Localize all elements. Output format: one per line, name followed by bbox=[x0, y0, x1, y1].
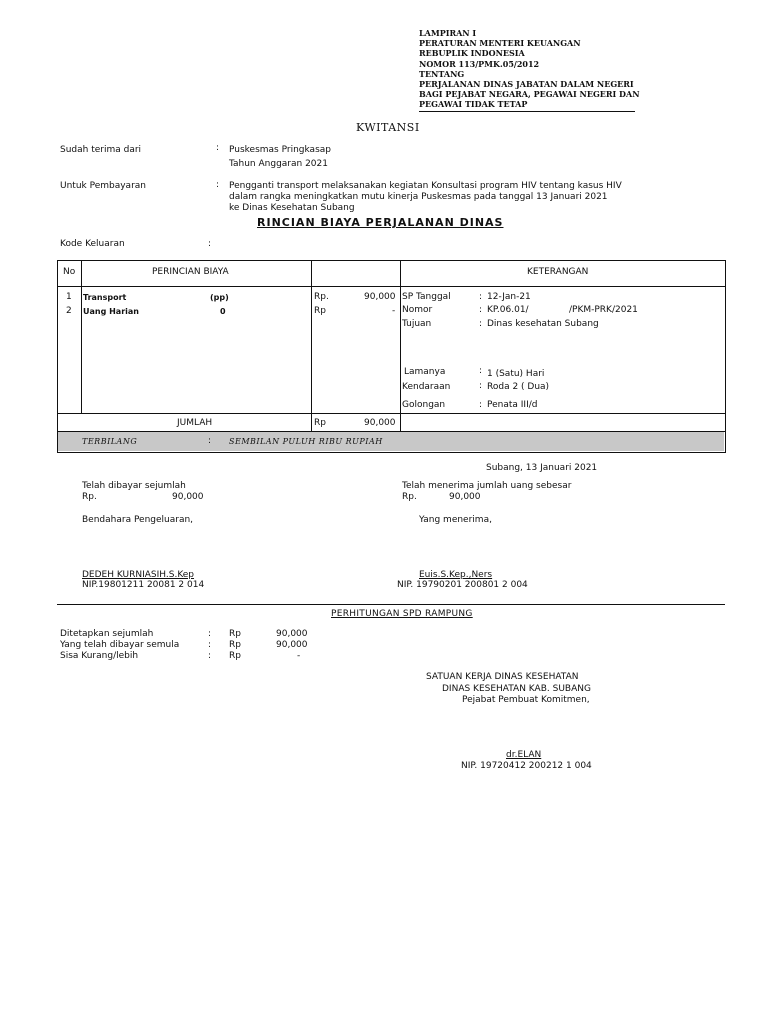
detail-label: SP Tanggal bbox=[402, 292, 451, 302]
rampung-currency: Rp bbox=[229, 629, 241, 639]
rampung-title: PERHITUNGAN SPD RAMPUNG bbox=[331, 609, 473, 619]
detail-label: Golongan bbox=[402, 400, 446, 410]
approver-line: DINAS KESEHATAN KAB. SUBANG bbox=[442, 684, 591, 694]
col-header-keterangan: KETERANGAN bbox=[527, 267, 589, 277]
section-divider bbox=[57, 604, 725, 605]
colon: : bbox=[479, 305, 483, 315]
rampung-label: Yang telah dibayar semula bbox=[60, 640, 180, 650]
terbilang-label: TERBILANG bbox=[82, 437, 138, 446]
page-title: KWITANSI bbox=[356, 121, 420, 134]
colon: : bbox=[208, 640, 212, 650]
header-line: PERJALANAN DINAS JABATAN DALAM NEGERI bbox=[419, 79, 634, 89]
payment-for-line: dalam rangka meningkatkan mutu kinerja Puskesmas pada tanggal 13 Januari 2021 bbox=[229, 192, 608, 202]
detail-value: KP.06.01/ bbox=[487, 305, 529, 315]
received-from-value: Puskesmas Pringkasap bbox=[229, 145, 331, 155]
fiscal-year: Tahun Anggaran 2021 bbox=[229, 159, 328, 169]
detail-value: Penata III/d bbox=[487, 400, 538, 410]
header-line: NOMOR 113/PMK.05/2012 bbox=[419, 59, 540, 69]
header-line: LAMPIRAN I bbox=[419, 28, 477, 38]
header-rule bbox=[419, 111, 635, 112]
payment-for-line: Pengganti transport melaksanakan kegiatan Konsultasi program HIV tentang kasus HIV bbox=[229, 181, 622, 191]
table-divider bbox=[57, 286, 725, 287]
rampung-amount: 90,000 bbox=[276, 640, 308, 650]
colon: : bbox=[479, 319, 483, 329]
received-amount: 90,000 bbox=[449, 492, 481, 502]
row-item: Uang Harian bbox=[83, 307, 139, 316]
table-col-divider bbox=[400, 260, 401, 432]
colon: : bbox=[216, 143, 220, 153]
rampung-amount: 90,000 bbox=[276, 629, 308, 639]
approver-nip: NIP. 19720412 200212 1 004 bbox=[461, 761, 592, 771]
colon: : bbox=[208, 239, 212, 249]
detail-value: Roda 2 ( Dua) bbox=[487, 382, 550, 392]
header-line: BAGI PEJABAT NEGARA, PEGAWAI NEGERI DAN bbox=[419, 89, 640, 99]
row-unit: (pp) bbox=[210, 293, 229, 302]
colon: : bbox=[479, 381, 483, 391]
total-amount: 90,000 bbox=[364, 418, 396, 428]
detail-extra: /PKM-PRK/2021 bbox=[569, 305, 638, 315]
rampung-label: Sisa Kurang/lebih bbox=[60, 651, 139, 661]
rampung-currency: Rp bbox=[229, 651, 241, 661]
approver-name: dr.ELAN bbox=[506, 750, 542, 760]
header-line: REBUPLIK INDONESIA bbox=[419, 48, 525, 58]
table-divider bbox=[57, 413, 725, 414]
colon: : bbox=[208, 436, 212, 446]
paid-currency: Rp. bbox=[82, 492, 97, 502]
section-subtitle: RINCIAN BIAYA PERJALANAN DINAS bbox=[257, 216, 504, 229]
recipient-nip: NIP. 19790201 200801 2 004 bbox=[397, 580, 528, 590]
paid-label: Telah dibayar sejumlah bbox=[82, 481, 186, 491]
colon: : bbox=[216, 180, 220, 190]
treasurer-nip: NIP.19801211 20081 2 014 bbox=[82, 580, 205, 590]
col-header-no: No bbox=[63, 267, 76, 277]
received-label: Telah menerima jumlah uang sebesar bbox=[402, 481, 572, 491]
rampung-currency: Rp bbox=[229, 640, 241, 650]
terbilang-row bbox=[58, 432, 724, 451]
detail-label: Nomor bbox=[402, 305, 433, 315]
row-amount: - bbox=[392, 306, 396, 316]
header-line: PERATURAN MENTERI KEUANGAN bbox=[419, 38, 581, 48]
row-currency: Rp bbox=[314, 306, 326, 316]
payment-for-line: ke Dinas Kesehatan Subang bbox=[229, 203, 355, 213]
received-currency: Rp. bbox=[402, 492, 417, 502]
detail-label: Lamanya bbox=[404, 367, 446, 377]
paid-amount: 90,000 bbox=[172, 492, 204, 502]
table-col-divider bbox=[81, 260, 82, 414]
detail-value: Dinas kesehatan Subang bbox=[487, 319, 599, 329]
detail-value: 1 (Satu) Hari bbox=[487, 369, 545, 379]
col-header-perincian: PERINCIAN BIAYA bbox=[152, 267, 229, 277]
recipient-role: Yang menerima, bbox=[419, 515, 492, 525]
approver-line: Pejabat Pembuat Komitmen, bbox=[462, 695, 590, 705]
total-label: JUMLAH bbox=[177, 418, 213, 428]
row-no: 1 bbox=[66, 292, 72, 302]
rampung-label: Ditetapkan sejumlah bbox=[60, 629, 154, 639]
row-unit: 0 bbox=[220, 307, 226, 316]
kode-keluaran-label: Kode Keluaran bbox=[60, 239, 125, 249]
row-item: Transport bbox=[83, 293, 127, 302]
colon: : bbox=[479, 400, 483, 410]
colon: : bbox=[208, 629, 212, 639]
colon: : bbox=[479, 292, 483, 302]
table-col-divider bbox=[311, 260, 312, 432]
colon: : bbox=[208, 651, 212, 661]
detail-label: Kendaraan bbox=[402, 382, 451, 392]
payment-for-label: Untuk Pembayaran bbox=[60, 181, 146, 191]
header-line: TENTANG bbox=[419, 69, 465, 79]
received-from-label: Sudah terima dari bbox=[60, 145, 142, 155]
detail-value: 12-Jan-21 bbox=[487, 292, 531, 302]
header-line: PEGAWAI TIDAK TETAP bbox=[419, 99, 528, 109]
total-currency: Rp bbox=[314, 418, 326, 428]
treasurer-name: DEDEH KURNIASIH.S.Kep bbox=[82, 570, 195, 580]
place-date: Subang, 13 Januari 2021 bbox=[486, 463, 598, 473]
row-no: 2 bbox=[66, 306, 72, 316]
detail-label: Tujuan bbox=[402, 319, 432, 329]
colon: : bbox=[479, 366, 483, 376]
rampung-amount: - bbox=[297, 651, 301, 661]
recipient-name: Euis.S.Kep.,Ners bbox=[419, 570, 493, 580]
treasurer-role: Bendahara Pengeluaran, bbox=[82, 515, 194, 525]
terbilang-value: SEMBILAN PULUH RIBU RUPIAH bbox=[229, 437, 383, 446]
approver-line: SATUAN KERJA DINAS KESEHATAN bbox=[426, 672, 579, 682]
row-amount: 90,000 bbox=[364, 292, 396, 302]
row-currency: Rp. bbox=[314, 292, 329, 302]
